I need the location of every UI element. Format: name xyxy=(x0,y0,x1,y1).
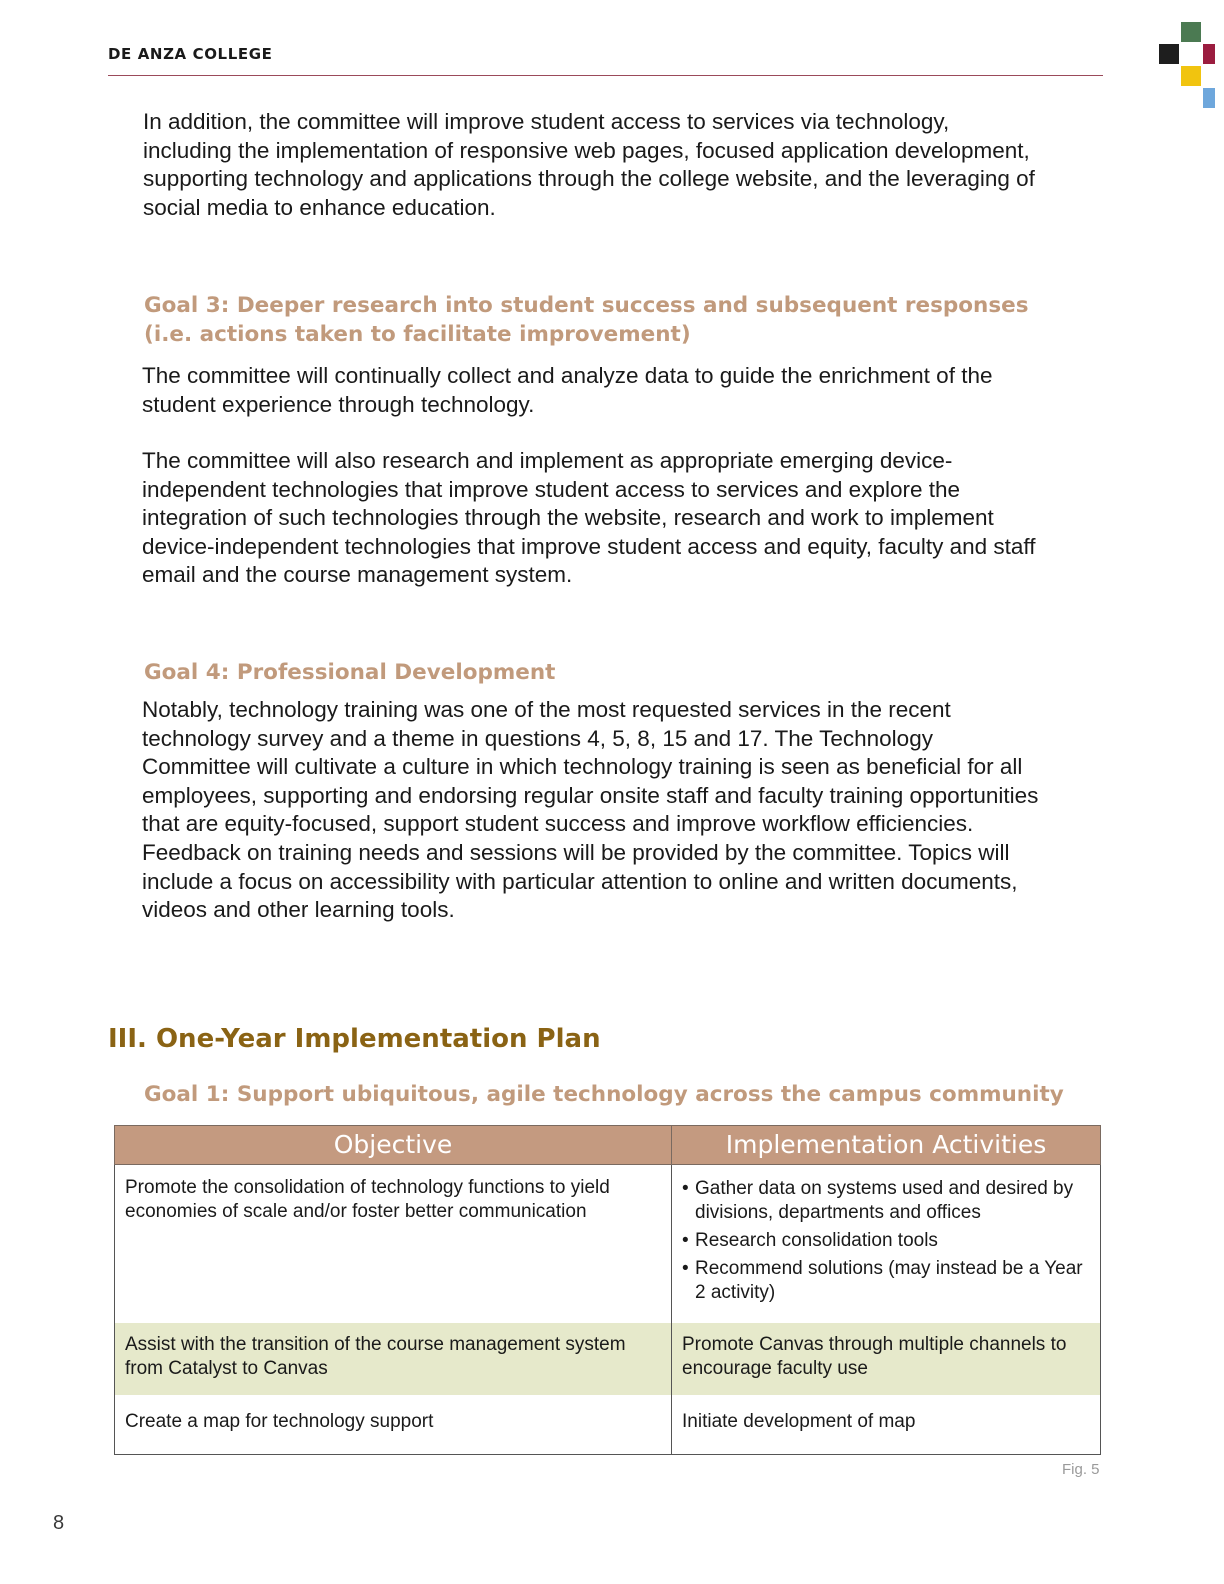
table-header-row xyxy=(115,1126,1101,1165)
activity-item: • Recommend solutions (may instead be a Year 2 activity) xyxy=(682,1257,1090,1305)
objective-cell: Create a map for technology support xyxy=(115,1395,672,1455)
table-row xyxy=(115,1395,1101,1455)
decorative-square-maroon xyxy=(1203,44,1215,64)
table-row xyxy=(115,1165,1101,1324)
implementation-table xyxy=(114,1125,1101,1455)
column-header-activities: Implementation Activities xyxy=(672,1126,1101,1165)
objective-cell: Assist with the transition of the course management system from Catalyst to Canvas xyxy=(115,1323,672,1395)
decorative-square-yellow xyxy=(1181,66,1201,86)
figure-caption: Fig. 5 xyxy=(1062,1461,1100,1478)
goal3-heading: Goal 3: Deeper research into student success and subsequent responses (i.e. actions taken to facilitate improvement) xyxy=(144,293,1029,347)
column-header-objective: Objective xyxy=(115,1126,672,1165)
goal4-paragraph: Notably, technology training was one of the most requested services in the recent technology survey and a theme in questions 4, 5, 8, 15 and 17. The Technology Committee will cultivate a culture in which technology training is seen as beneficial for all employees, supporting and endorsing regular onsite staff and faculty training opportunities that are equity-focused, support student success and improve workflow efficiencies. Feedback on training needs and sessions will be provided by the committee. Topics will include a focus on accessibility with particular attention to online and written documents, videos and other learning tools. xyxy=(142,697,1039,923)
decorative-square-black xyxy=(1159,44,1179,64)
goal3-paragraph-2: The committee will also research and implement as appropriate emerging device- independent technologies that improve student access to services and explore the integration of such technologies through the website, research and work to implement device-independent technologies that improve student access and equity, faculty and staff email and the course management system. xyxy=(142,448,1036,588)
activities-list xyxy=(682,1177,1090,1305)
activities-cell xyxy=(672,1165,1101,1324)
goal3-paragraph-1: The committee will continually collect and analyze data to guide the enrichment of the student experience through technology. xyxy=(142,363,993,417)
intro-paragraph: In addition, the committee will improve student access to services via technology, including the implementation of responsive web pages, focused application development, supporting technology and applications through the college website, and the leveraging of social media to enhance education. xyxy=(143,109,1035,220)
table-row xyxy=(115,1323,1101,1395)
header-rule xyxy=(108,75,1103,76)
decorative-square-blue xyxy=(1203,88,1215,108)
activity-item: • Gather data on systems used and desired by divisions, departments and offices xyxy=(682,1177,1090,1225)
header-label: DE ANZA COLLEGE xyxy=(108,45,273,63)
page-number: 8 xyxy=(53,1512,65,1534)
objective-cell: Promote the consolidation of technology functions to yield economies of scale and/or foster better communication xyxy=(115,1165,672,1324)
section-heading: III. One-Year Implementation Plan xyxy=(108,1024,601,1054)
section-goal1-heading: Goal 1: Support ubiquitous, agile technology across the campus community xyxy=(144,1082,1064,1107)
goal4-heading: Goal 4: Professional Development xyxy=(144,660,556,685)
activities-cell: Promote Canvas through multiple channels to encourage faculty use xyxy=(672,1323,1101,1395)
decorative-square-green xyxy=(1181,22,1201,42)
activity-item: • Research consolidation tools xyxy=(682,1229,1090,1253)
activities-cell: Initiate development of map xyxy=(672,1395,1101,1455)
